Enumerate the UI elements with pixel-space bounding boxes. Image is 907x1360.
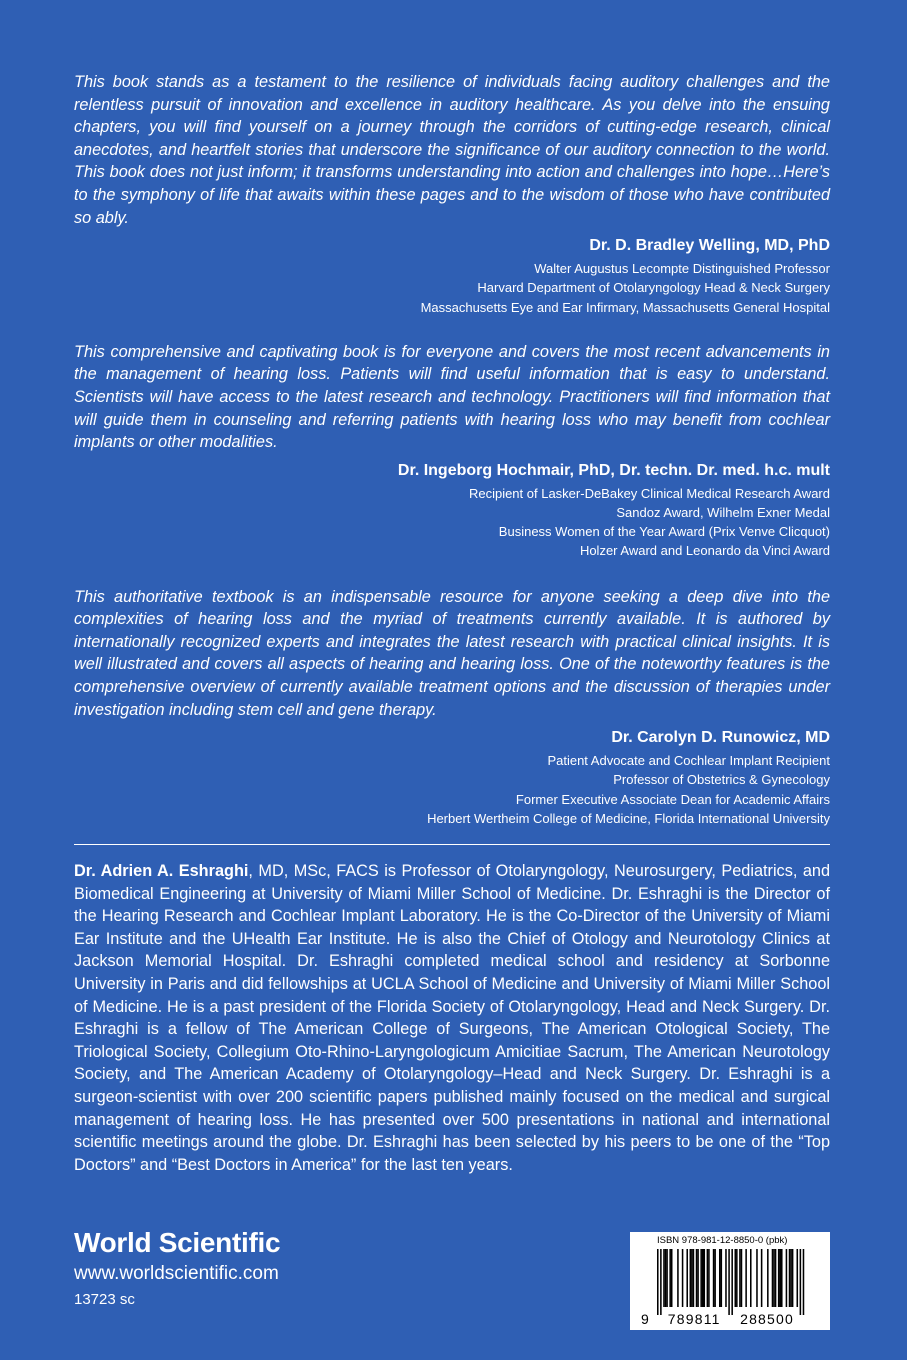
endorser-title: Sandoz Award, Wilhelm Exner Medal [616,504,830,520]
endorser-title: Recipient of Lasker-DeBakey Clinical Medical Research Award [468,485,830,501]
barcode-bar [778,1249,780,1307]
barcode-bar [750,1249,752,1307]
author-name: Dr. Adrien A. Eshraghi [74,862,249,880]
barcode-bar [772,1249,774,1307]
endorsement-attribution [74,235,830,317]
section-divider [74,844,830,845]
barcode-bar [697,1249,699,1307]
author-bio-text: , MD, MSc, FACS is Professor of Otolaryngology, Neurosurgery, Pediatrics, and Biomedical Engineering at University of Miami Miller School of Medicine. Dr. Eshraghi is the Director of the Hearing Research and Cochlear Implant Laboratory. He is the Co-Director of the University of Miami Ear Institute and the UHealth Ear Institute. He is also the Chief of Otology and Neurotology Clinics at Jackson Memorial Hospital. Dr. Eshraghi completed medical school and residency at Sorbonne University in Paris and did fellowships at UCLA School of Medicine and University of Miami Miller School of Medicine. He is a past president of the Florida Society of Otolaryngology, Head and Neck Surgery. Dr. Eshraghi is a fellow of The American College of Surgeons, The American Otological Society, The Triological Society, Collegium Oto-Rhino-Laryngologicum Amicitiae Sacrum, The American Neurotology Society, and The American Academy of Otolaryngology–Head and Neck Surgery. Dr. Eshraghi is a surgeon-scientist with over 200 scientific papers published mainly focused on the medical and surgical management of hearing loss. He has presented over 500 presentations in national and international scientific meetings around the globe. Dr. Eshraghi has been selected by his peers to be one of the “Top Doctors” and “Best Doctors in America” for the last ten years. [74,862,830,1174]
barcode-bar [779,1249,781,1307]
endorser-title: Harvard Department of Otolaryngology Head & Neck Surgery [477,280,830,296]
barcode-bar [665,1249,667,1307]
barcode-bar [693,1249,695,1307]
barcode-bar [792,1249,794,1307]
barcode-bar [745,1249,747,1307]
barcode-bar [719,1249,721,1307]
barcode-bar [663,1249,665,1307]
endorser-name: Dr. Ingeborg Hochmair, PhD, Dr. techn. Dr. med. h.c. mult [397,461,830,479]
barcode-box [630,1232,830,1330]
barcode-bar [666,1249,668,1307]
barcode-bar [761,1249,763,1307]
endorser-title: Former Executive Associate Dean for Academic Affairs [515,791,830,807]
barcode-bar [725,1249,727,1307]
barcode-bar [704,1249,706,1307]
endorsement [74,586,830,828]
barcode-bar [671,1249,673,1307]
barcode-bar [721,1249,723,1307]
barcode-bar [686,1249,688,1307]
barcode-bar [786,1249,788,1307]
endorsement-attribution [74,727,830,828]
barcode-bar [696,1249,698,1307]
endorsement [74,71,830,317]
endorsement-attribution [74,460,830,561]
barcode-bar [735,1249,737,1307]
barcode-bar [756,1249,758,1307]
barcode-bar [736,1249,738,1307]
barcode-guard-bar [728,1249,730,1315]
endorsement-quote: This book stands as a testament to the resilience of individuals facing auditory challenges and the relentless pursuit of innovation and excellence in auditory healthcare. As you delve into the ensuing chapters, you will find yourself on a journey through the corridors of cutting-edge research, clinical anecdotes, and heartfelt stories that underscore the significance of our auditory connection to the world. This book does not just inform; it transforms understanding into action and challenges into hope…Here’s to the symphony of life that awaits within these pages and to the wisdom of those who have contributed so ably. [74,73,830,227]
barcode-bar [773,1249,775,1307]
barcode-bar [691,1249,693,1307]
barcode-bar [797,1249,799,1307]
barcode-bar [739,1249,741,1307]
endorser-name: Dr. Carolyn D. Runowicz, MD [611,729,830,747]
barcode-bar [700,1249,702,1307]
barcode-bar [775,1249,777,1307]
barcode-bar [707,1249,709,1307]
barcode-guard-bar [657,1249,659,1315]
endorser-title: Massachusetts Eye and Ear Infirmary, Massachusetts General Hospital [420,299,830,315]
barcode-digits: 9 [641,1311,650,1327]
endorsement-quote: This comprehensive and captivating book is for everyone and covers the most recent advancements in the management of hearing loss. Patients will find useful information that is easy to understand. Scientists will have access to the latest research and technology. Practitioners will find information that will guide them in counseling and referring patients with hearing loss who may benefit from cochlear implants or other modalities. [74,342,830,452]
isbn-label: ISBN 978-981-12-8850-0 (pbk) [657,1235,788,1246]
publisher-block [74,1226,280,1310]
barcode-bar [690,1249,692,1307]
endorsement-quote: This authoritative textbook is an indispensable resource for anyone seeking a deep dive into the complexities of hearing loss and the myriad of treatments currently available. It is authored by internationally recognized experts and integrates the latest research with practical clinical insights. It is well illustrated and covers all aspects of hearing and hearing loss. One of the noteworthy features is the comprehensive overview of currently available treatment options and the discussion of therapies under investigation including stem cell and gene therapy. [74,587,830,719]
endorser-title: Herbert Wertheim College of Medicine, Florida International University [427,810,830,826]
barcode-bar [708,1249,710,1307]
barcode-bar [789,1249,791,1307]
barcode-bar [741,1249,743,1307]
barcode-guard-bar [660,1249,662,1315]
endorser-title: Walter Augustus Lecompte Distinguished Professor [534,261,830,277]
barcode-guard-bar [800,1249,802,1315]
endorsement [74,341,830,561]
barcode-bar [714,1249,716,1307]
barcode-bar [781,1249,783,1307]
publisher-name: World Scientific [74,1227,281,1258]
endorser-title: Business Women of the Year Award (Prix Venve Clicquot) [498,524,830,540]
endorser-title: Professor of Obstetrics & Gynecology [613,772,830,788]
endorser-title: Holzer Award and Leonardo da Vinci Award [579,543,830,559]
endorser-title: Patient Advocate and Cochlear Implant Recipient [547,753,830,769]
barcode-bar [713,1249,715,1307]
barcode-digits: 789811 [667,1311,721,1327]
barcode-bar [677,1249,679,1307]
barcode-digits: 288500 [740,1311,795,1327]
publisher-url: www.worldscientific.com [74,1263,279,1284]
barcode-bar [682,1249,684,1307]
author-bio [74,860,830,1176]
barcode-guard-bar [731,1249,733,1315]
barcode-bar [702,1249,704,1307]
barcode-bar [669,1249,671,1307]
product-code: 13723 sc [74,1291,135,1308]
barcode-bar [790,1249,792,1307]
endorsements-section [74,71,830,828]
barcode-image [630,1232,830,1330]
barcode-guard-bar [803,1249,805,1315]
endorser-name: Dr. D. Bradley Welling, MD, PhD [589,237,830,255]
barcode-bar [767,1249,769,1307]
